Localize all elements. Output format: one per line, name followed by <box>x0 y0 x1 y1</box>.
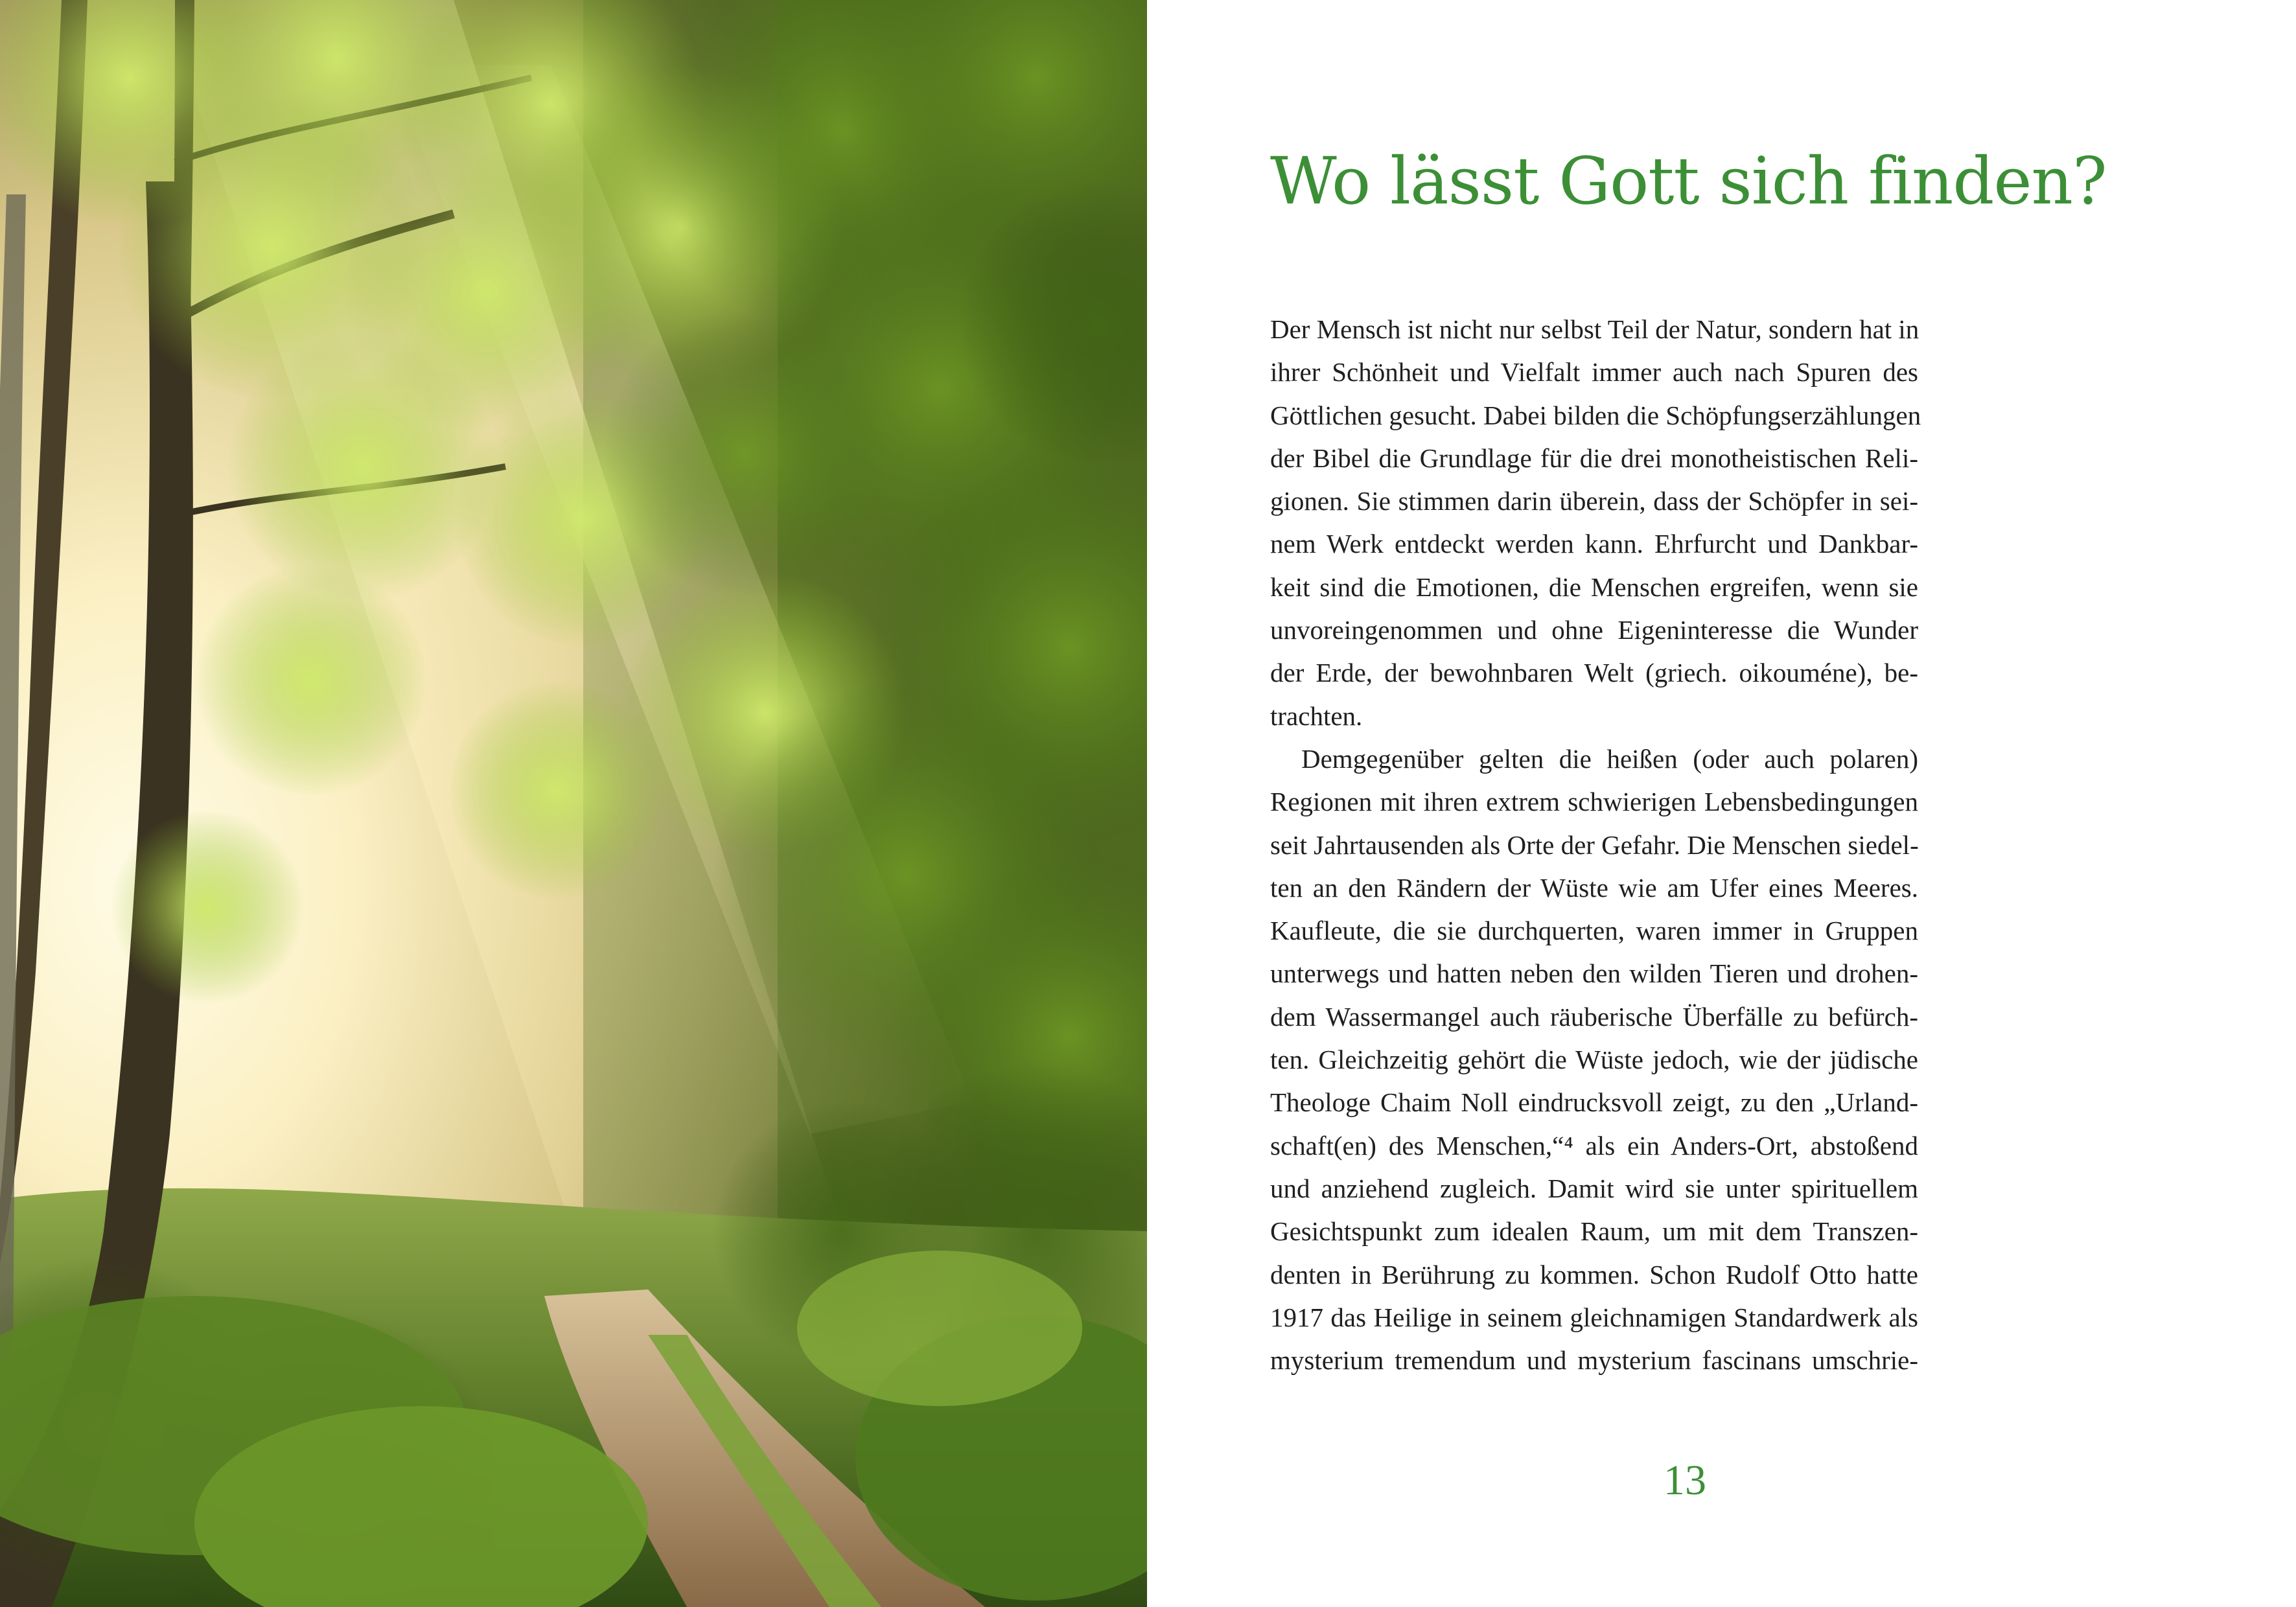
body-line: Göttlichen gesucht. Dabei bilden die Schöpfungserzählungen <box>1270 400 1921 430</box>
body-line: gionen. Sie stimmen darin überein, dass der Schöpfer in sei- <box>1270 486 1918 516</box>
page-number: 13 <box>1664 1457 1706 1504</box>
forest-photo <box>0 0 1147 1607</box>
body-line: Gesichtspunkt zum idealen Raum, um mit dem Transzen- <box>1270 1216 1918 1247</box>
page-title: Wo lässt Gott sich finden? <box>1270 143 2107 219</box>
body-line: der Erde, der bewohnbaren Welt (griech. oikouméne), be- <box>1270 658 1918 688</box>
body-line: unvoreingenommen und ohne Eigeninteresse die Wunder <box>1270 615 1918 645</box>
body-line: Demgegenüber gelten die heißen (oder auch polaren) <box>1301 743 1918 774</box>
body-line: keit sind die Emotionen, die Menschen ergreifen, wenn sie <box>1270 572 1918 602</box>
body-line: trachten. <box>1270 700 1363 731</box>
body-line: ten. Gleichzeitig gehört die Wüste jedoch, wie der jüdische <box>1270 1045 1918 1075</box>
body-line: ihrer Schönheit und Vielfalt immer auch nach Spuren des <box>1270 357 1918 387</box>
body-text <box>1270 308 1921 1382</box>
body-line: dem Wassermangel auch räuberische Überfälle zu befürch- <box>1270 1001 1918 1032</box>
body-line: ten an den Rändern der Wüste wie am Ufer eines Meeres. <box>1270 872 1918 903</box>
body-line: nem Werk entdeckt werden kann. Ehrfurcht und Dankbar- <box>1270 529 1918 559</box>
body-line: Theologe Chaim Noll eindrucksvoll zeigt, zu den „Urland- <box>1270 1087 1918 1118</box>
body-line: schaft(en) des Menschen,“⁴ als ein Anders-Ort, abstoßend <box>1270 1130 1918 1161</box>
body-line: 1917 das Heilige in seinem gleichnamigen Standardwerk als <box>1270 1302 1918 1332</box>
forest-photo-icon <box>0 0 1147 1607</box>
body-line: Regionen mit ihren extrem schwierigen Lebensbedingungen <box>1270 787 1918 817</box>
body-line: mysterium tremendum und mysterium fascinans umschrie- <box>1270 1345 1918 1376</box>
text-page <box>1147 0 2296 1607</box>
body-line: seit Jahrtausenden als Orte der Gefahr. Die Menschen siedel- <box>1270 829 1919 860</box>
body-line: und anziehend zugleich. Damit wird sie unter spirituellem <box>1270 1173 1918 1203</box>
body-line: der Bibel die Grundlage für die drei monotheistischen Reli- <box>1270 443 1918 473</box>
body-line: Kaufleute, die sie durchquerten, waren immer in Gruppen <box>1270 916 1918 946</box>
body-line: denten in Berührung zu kommen. Schon Rudolf Otto hatte <box>1270 1259 1918 1289</box>
body-line: unterwegs und hatten neben den wilden Tieren und drohen- <box>1270 958 1918 989</box>
body-line: Der Mensch ist nicht nur selbst Teil der Natur, sondern hat in <box>1270 314 1919 344</box>
